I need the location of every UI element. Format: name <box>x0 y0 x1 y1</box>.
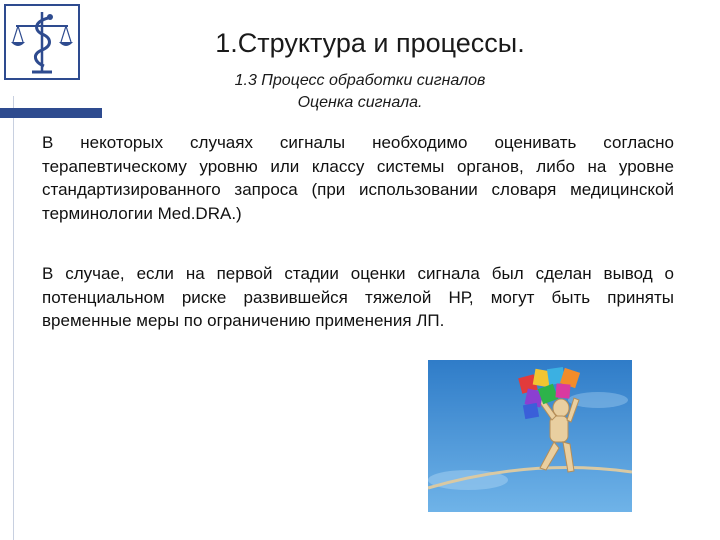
page-title: 1.Структура и процессы. <box>215 28 525 58</box>
logo-icon <box>4 4 80 80</box>
tightrope-puzzle-figure-image <box>428 360 632 512</box>
subtitle-line-1: 1.3 Процесс обработки сигналов <box>234 72 486 89</box>
subtitle-line-2: Оценка сигнала. <box>297 94 423 111</box>
paragraph-2: В случае, если на первой стадии оценки сигнала был сделан вывод о потенциальном риске развившейся тяжелой НР, могут быть приняты временные меры по ограничению применения ЛП. <box>42 264 674 330</box>
caduceus-scales-logo-icon <box>4 4 80 80</box>
paragraph-1: В некоторых случаях сигналы необходимо оценивать согласно терапевтическому уровню или классу системы органов, либо на уровне стандартизированного запроса (при использовании словаря медицинской терминологии Med.DRA.) <box>42 133 674 223</box>
page-subtitle <box>150 70 570 114</box>
accent-bar <box>0 108 102 118</box>
